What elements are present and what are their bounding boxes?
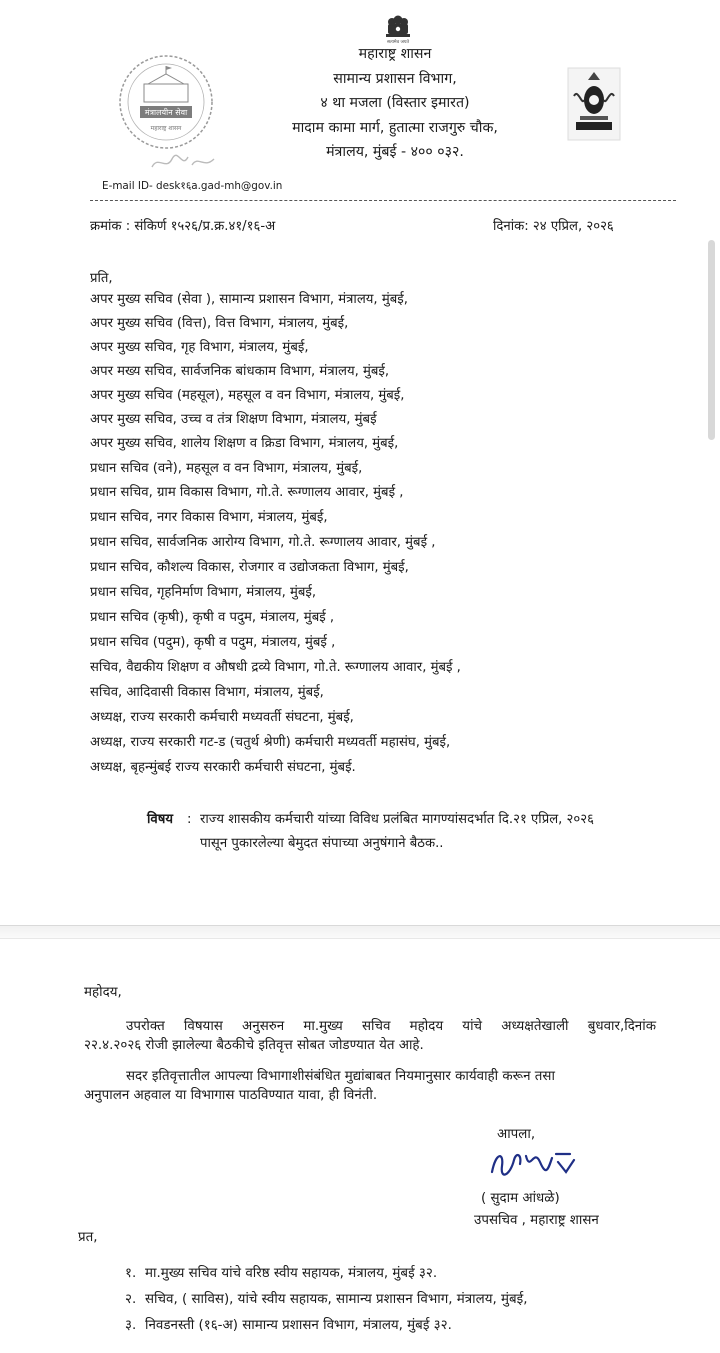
recipient-item: अध्यक्ष, बृहन्मुंबई राज्य सरकारी कर्मचारी संघटना, मुंबई.: [90, 760, 356, 775]
letter-date: दिनांक: २४ एप्रिल, २०२६: [493, 219, 614, 234]
signature-icon: [486, 1142, 578, 1186]
recipient-item: अपर मुख्य सचिव, शालेय शिक्षण व क्रिडा विभाग, मंत्रालय, मुंबई,: [90, 436, 399, 451]
recipient-item: सचिव, आदिवासी विकास विभाग, मंत्रालय, मुंबई,: [90, 685, 324, 700]
paragraph-1-line-2: २२.४.२०२६ रोजी झालेल्या बैठकीचे इतिवृत्त सोबत जोडण्यात येत आहे.: [84, 1038, 424, 1053]
mantralay-seva-seal-icon: [118, 54, 214, 150]
subject-label: विषय: [147, 812, 174, 827]
recipient-item: अध्यक्ष, राज्य सरकारी गट-ड (चतुर्थ श्रेणी) कर्मचारी मध्यवर्ती महासंघ, मुंबई,: [90, 735, 451, 750]
recipients-intro: प्रति,: [90, 271, 113, 286]
copy-item-number: ३.: [125, 1318, 137, 1333]
paragraph-2-line-1: सदर इतिवृत्तातील आपल्या विभागाशीसंबंधित मुद्यांबाबत नियमानुसार कार्यवाही करून तसा: [126, 1069, 555, 1084]
recipient-item: अपर मख्य सचिव, सार्वजनिक बांधकाम विभाग, मंत्रालय, मुंबई,: [90, 364, 390, 379]
signatory-name: ( सुदाम आंधळे): [481, 1191, 560, 1206]
copy-item: निवडनस्ती (१६-अ) सामान्य प्रशासन विभाग, मंत्रालय, मुंबई ३२.: [145, 1318, 452, 1333]
recipient-item: अपर मुख्य सचिव (सेवा ), सामान्य प्रशासन विभाग, मंत्रालय, मुंबई,: [90, 292, 408, 307]
recipient-item: अपर मुख्य सचिव, उच्च व तंत्र शिक्षण विभाग, मंत्रालय, मुंबई: [90, 412, 377, 427]
copy-item: सचिव, ( साविस), यांचे स्वीय सहायक, सामान्य प्रशासन विभाग, मंत्रालय, मुंबई,: [145, 1292, 528, 1307]
copy-item-number: १.: [125, 1266, 137, 1281]
recipient-item: प्रधान सचिव, सार्वजनिक आरोग्य विभाग, गो.ते. रूग्णालय आवार, मुंबई ,: [90, 535, 436, 550]
header-line-1: महाराष्ट्र शासन: [358, 46, 432, 62]
subject-line-1: राज्य शासकीय कर्मचारी यांच्या विविध प्रलंबित मागण्यांसदर्भात दि.२१ एप्रिल, २०२६: [200, 812, 594, 827]
recipient-item: प्रधान सचिव, नगर विकास विभाग, मंत्रालय, मुंबई,: [90, 510, 328, 525]
subject-colon: :: [187, 812, 192, 827]
header-line-4: मादाम कामा मार्ग, हुतात्मा राजगुरु चौक,: [292, 119, 498, 136]
scrollbar-thumb[interactable]: [708, 240, 715, 440]
recipient-item: अपर मुख्य सचिव (महसूल), महसूल व वन विभाग, मंत्रालय, मुंबई,: [90, 388, 405, 403]
recipient-item: प्रधान सचिव, गृहनिर्माण विभाग, मंत्रालय, मुंबई,: [90, 585, 317, 600]
recipient-item: प्रधान सचिव, ग्राम विकास विभाग, गो.ते. रूग्णालय आवार, मुंबई ,: [90, 485, 404, 500]
seal-left-label: मंत्रालयीन सेवा: [144, 108, 188, 117]
copy-to-label: प्रत,: [78, 1230, 98, 1245]
recipient-item: अध्यक्ष, राज्य सरकारी कर्मचारी मध्यवर्ती संघटना, मुंबई,: [90, 710, 354, 725]
salutation: महोदय,: [84, 985, 122, 1000]
copy-item-number: २.: [125, 1292, 137, 1307]
header-line-3: ४ था मजला (विस्तार इमारत): [320, 95, 470, 111]
paragraph-1-line-1: उपरोक्त विषयास अनुसरुन मा.मुख्य सचिव महोदय यांचे अध्यक्षतेखाली बुधवार,दिनांक: [126, 1019, 656, 1034]
header-divider: [90, 200, 676, 201]
recipient-item: प्रधान सचिव, कौशल्य विकास, रोजगार व उद्योजकता विभाग, मुंबई,: [90, 560, 409, 575]
recipient-item: अपर मुख्य सचिव, गृह विभाग, मंत्रालय, मुंबई,: [90, 340, 309, 355]
recipient-item: प्रधान सचिव (वने), महसूल व वन विभाग, मंत्रालय, मुंबई,: [90, 461, 363, 476]
email-text: E-mail ID- desk१६a.gad-mh@gov.in: [102, 180, 283, 192]
subject-line-2: पासून पुकारलेल्या बेमुदत संपाच्या अनुषंगाने बैठक..: [200, 836, 444, 851]
recipient-item: प्रधान सचिव (पदुम), कृषी व पदुम, मंत्रालय, मुंबई ,: [90, 635, 336, 650]
header-line-2: सामान्य प्रशासन विभाग,: [333, 70, 457, 87]
emblem-caption: सत्यमेव जयते: [386, 40, 410, 44]
paragraph-2-line-2: अनुपालन अहवाल या विभागास पाठविण्यात यावा, ही विनंती.: [84, 1088, 378, 1103]
recipient-item: अपर मुख्य सचिव (वित्त), वित्त विभाग, मंत्रालय, मुंबई,: [90, 316, 349, 331]
page-break: [0, 925, 720, 939]
header-line-5: मंत्रालय, मुंबई - ४०० ०३२.: [326, 144, 464, 160]
seal-left-sub: महाराष्ट्र शासन: [150, 125, 182, 132]
national-emblem-icon: [380, 14, 416, 44]
signatory-designation: उपसचिव , महाराष्ट्र शासन: [474, 1213, 599, 1228]
copy-item: मा.मुख्य सचिव यांचे वरिष्ठ स्वीय सहायक, मंत्रालय, मुंबई ३२.: [145, 1266, 438, 1281]
office-address: [250, 42, 540, 165]
maharashtra-crest-icon: [566, 66, 622, 142]
handwritten-initials-icon: [148, 149, 220, 175]
closing: आपला,: [497, 1127, 536, 1142]
reference-number: क्रमांक : संकिर्ण १५२६/प्र.क्र.४१/१६-अ: [90, 219, 276, 234]
recipient-item: प्रधान सचिव (कृषी), कृषी व पदुम, मंत्रालय, मुंबई ,: [90, 610, 335, 625]
recipient-item: सचिव, वैद्यकीय शिक्षण व औषधी द्रव्ये विभाग, गो.ते. रूग्णालय आवार, मुंबई ,: [90, 660, 461, 675]
